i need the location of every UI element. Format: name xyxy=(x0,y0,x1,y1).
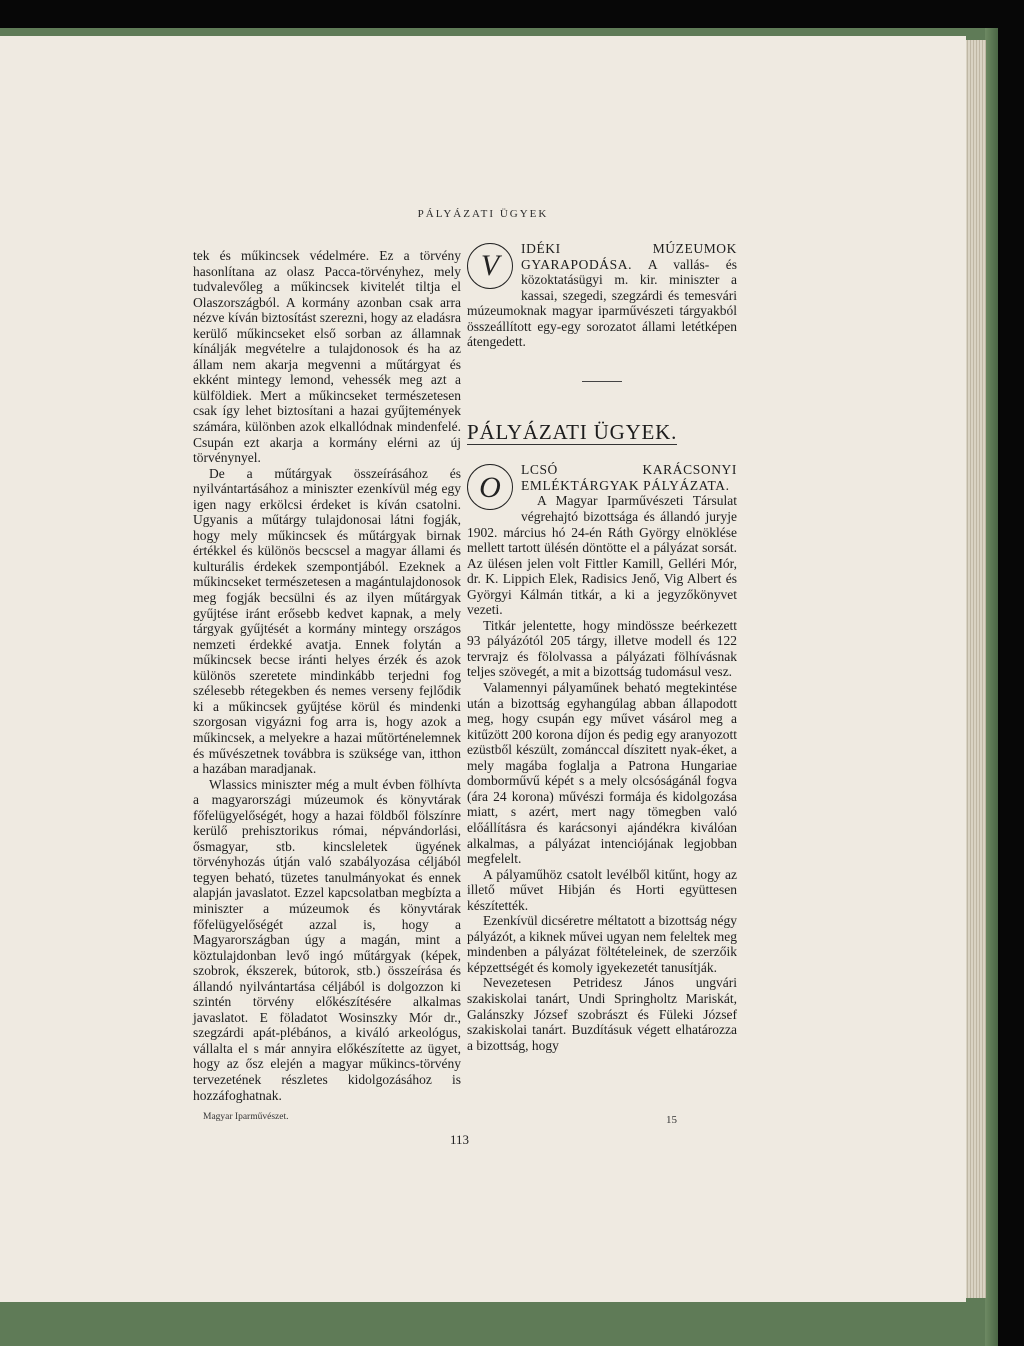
book-page xyxy=(0,36,966,1302)
cover-edge xyxy=(985,28,998,1346)
museum-notice xyxy=(467,241,737,350)
museum-text: A vallás- és közoktatásügyi m. kir. miniszter a kassai, szegedi, szegzárdi és temesvári múzeumoknak magyar iparművészeti tárgyakból összeállított egy-egy sorozatot állami letétképen átengedett. xyxy=(467,256,737,350)
competition-paragraph-5: Ezenkívül dicséretre méltatott a bizottság négy pályázót, a kiknek művei ugyan nem feleltek meg mindenben a pályázat föltételeinek, de szerzőik képzettségét és komoly igyekezetét tanusítják. xyxy=(467,913,737,975)
competition-paragraph-3: Valamennyi pályaműnek beható megtekintése után a bizottság egyhangúlag abban állapodott meg, hogy csupán egy művet vásárol meg a kitűzött 200 korona díjon és pedig egy aranyozott ezüstből készült, zománccal díszitett nyak-éket, a mely magába foglalja a Patrona Hungariae domborművű képét s a mely olcsóságánál fogva (ára 24 korona) művészi formája és kidolgozása miatt, s azért, mert nagy tömegben való előállításra és karácsonyi ajándékra kiválóan alkalmas, a pályázat intenciójának legjobban megfelelt. xyxy=(467,680,737,867)
competition-paragraph-6: Nevezetesen Petridesz János ungvári szakiskolai tanárt, Undi Springholtz Mariskát, Galánszky József szobrászt és Füleki József szakiskolai tanárt. Buzdításuk végett elhatározza a bizottság, hogy xyxy=(467,975,737,1053)
running-head: PÁLYÁZATI ÜGYEK xyxy=(417,208,549,220)
competition-paragraph-4: A pályaműhöz csatolt levélből kitűnt, hogy az illető művet Hibján és Horti együttesen készítették. xyxy=(467,866,737,913)
competition-paragraph-1: A Magyar Iparművészeti Társulat végrehajtó bizottsága és állandó juryje 1902. március hó 24-én Ráth György elnöklése mellett tartott ülésén döntötte el a pályázat sorsát. Az ülésen jelen volt Fittler Kamill, Gelléri Mór, dr. K. Lippich Elek, Radisics Jenő, Vig Albert és Györgyi Kálmán titkár, a ki a jegyzőkönyvet vezeti. xyxy=(467,493,737,618)
museum-heading: IDÉKI MÚZEUMOK GYARAPODÁSA. xyxy=(521,241,737,272)
page-number: 113 xyxy=(450,1132,470,1147)
section-title-text: PÁLYÁZATI ÜGYEK. xyxy=(467,419,678,444)
left-paragraph-2: De a műtárgyak összeírásához és nyilvántartásához a miniszter ezenkívül még egy igen nagy erkölcsi érdeket is kíván csatolni. Ugyanis a műtárgy tulajdonosai látni fogják, hogy mely műkincsek és műtárgyak birnak értékkel és különös becscsel a magyar állami és kulturális érdekek szempontjából. Ezeknek a műkincseket természetesen a magántulajdonosok meg fogják becsülni és az ilyen műtárgyak gyűjtése iránt erősebb kedvet kapnak, a mely tárgyak gyűjtését a kormány mintegy országos nemzeti érdekké avatja. Ennek folytán a műkincsek becse iránti helyes érzék és azok különös szeretete mindinkább terjedni fog szélesebb rétegekben és nemes verseny fejlődik ki a műkincsek gyűjtése körül és mindenki szorgosan vigyázni fog arra is, hogy azok a műkincsek, a melyekre a hazai műtörténelemnek és művészetnek továbbra is szüksége van, itthon a hazában maradjanak. xyxy=(193,465,461,777)
competition-dropcap: O xyxy=(467,464,513,510)
competition-paragraph-2: Titkár jelentette, hogy mindössze beérkezett 93 pályázótól 205 tárgy, illetve modell és 122 tervrajz és fölolvassa a pályázati fölhívásnak teljes szövegét, a mit a bizottság tudomásul vesz. xyxy=(467,617,737,680)
left-column xyxy=(193,248,461,1103)
journal-signature: Magyar Iparművészet. xyxy=(203,1112,289,1122)
competition-article xyxy=(467,462,737,1053)
separator-rule xyxy=(582,381,622,382)
sheet-number: 15 xyxy=(666,1114,677,1126)
museum-dropcap: V xyxy=(467,243,513,289)
competition-heading: LCSÓ KARÁCSONYI EMLÉKTÁRGYAK PÁLYÁZATA. xyxy=(521,462,737,493)
left-paragraph-1: tek és műkincsek védelmére. Ez a törvény hasonlítana az olasz Pacca-törvényhez, mely tudvalevőleg a műkincsek kivitelét tiltja el Olaszországból. A kormány azonban csak arra nézve kíván biztosítást szerezni, hogy az eladásra kerülő műkincseket első sorban az államnak kínálják megvételre a tulajdonosok és ha az állam nem akarja megvenni a műtárgyat és ekként mintegy lemond, vehessék meg azt a külföldiek. Mert a műkincseket természetesen csak így lehet biztosítani a hazai gyűjtemények számára, különben azok elkallódnak mindenfelé. Csupán ezt akarja a kormány elérni az új törvénynyel. xyxy=(193,248,461,466)
right-column xyxy=(467,241,737,1053)
left-paragraph-3: Wlassics miniszter még a mult évben fölhívta a magyarországi múzeumok és könyvtárak főfelügyelőségét, hogy a hazai földből fölszínre kerülő prehisztorikus római, népvándorlási, ősmagyar, stb. kincsleletek ügyének törvényhozás útján való szabályozása céljából tegyen beható, tüzetes tanulmányokat és ennek alapján javaslatot. Ezzel kapcsolatban megbízta a miniszter a múzeumok és könyvtárak főfelügyelőségét azzal is, hogy a Magyarországban úgy a magán, mint a köztulajdonban levő ingó műtárgyak (képek, szobrok, ékszerek, bútorok, stb.) összeírása és állandó nyilvántartása céljából is dolgozzon ki szintén törvény előkészítésére alkalmas javaslatot. E föladatot Wosinszky Mór dr., szegzárdi apát-plébános, a kiváló arkeológus, vállalta el s már annyira előkészítette az ügyet, hogy az ősz elején a magyar műkincs-törvény tervezetének részletes kidolgozásához is hozzáfoghatnak. xyxy=(193,776,461,1103)
section-title xyxy=(467,419,737,444)
